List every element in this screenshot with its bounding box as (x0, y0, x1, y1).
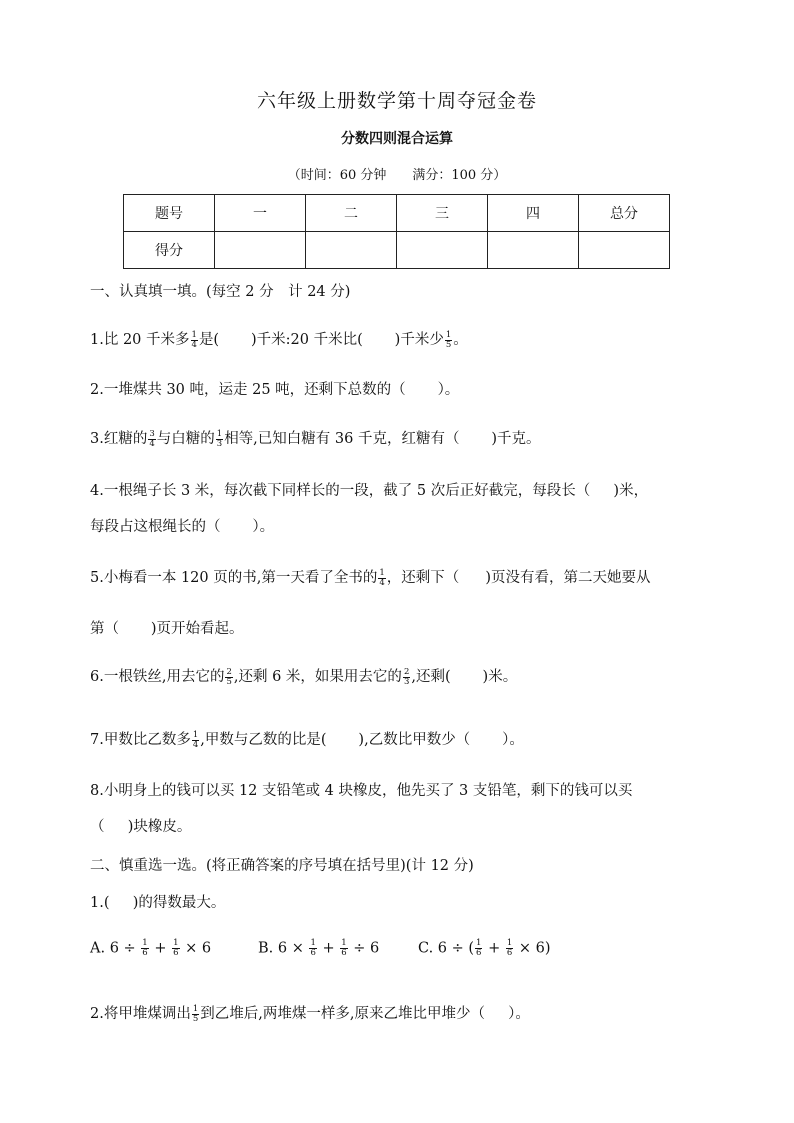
option-text: B. 6 × (258, 940, 309, 957)
question-1-8-line2 (90, 815, 191, 836)
q-text: 7.甲数比乙数多 (90, 732, 191, 748)
q-text: )千米少 (394, 332, 444, 348)
option-text: C. 6 ÷ ( (418, 940, 475, 957)
q-text: )页没有看，第二天她要从 (485, 570, 651, 586)
q-text: 第（ (90, 621, 119, 637)
q-text: )千克。 (491, 431, 541, 447)
q-text: ),乙数比甲数少（ (358, 732, 471, 748)
q-text: 相等,已知白糖有 36 千克，红糖有（ (224, 431, 460, 447)
page-title: 六年级上册数学第十周夺冠金卷 (256, 90, 537, 112)
q-text: 6.一根铁丝,用去它的 (90, 669, 225, 685)
q-text: ,甲数与乙数的比是( (200, 732, 327, 748)
score-row-label: 得分 (124, 232, 215, 269)
option-b[interactable] (258, 939, 379, 958)
question-1-7 (90, 728, 524, 750)
fraction: $\frac{1}{5}$ (445, 329, 452, 350)
q-text: 4.一根绳子长 3 米，每次截下同样长的一段，截了 5 次后正好截完，每段长（ (90, 483, 591, 499)
score-table-header-cell: 一 (215, 195, 306, 232)
question-1-1 (90, 328, 468, 350)
score-cell[interactable] (579, 232, 670, 269)
option-text: A. 6 ÷ (90, 940, 141, 957)
q-text: 是( (198, 332, 220, 348)
option-a[interactable] (90, 939, 211, 958)
question-1-5-line2 (90, 617, 244, 638)
question-1-4-line2 (90, 515, 274, 536)
option-text: + (483, 940, 505, 957)
q-text: ,还剩 6 米，如果用去它的 (233, 669, 402, 685)
page-subtitle: 分数四则混合运算 (341, 131, 453, 147)
fraction: $\frac{2}{5}$ (226, 666, 232, 687)
q-text: （ (90, 819, 105, 835)
q-text: 每段占这根绳长的（ (90, 519, 221, 535)
q-text: )米。 (482, 669, 518, 685)
question-1-2 (90, 378, 459, 399)
q-text: ）。 (252, 519, 275, 535)
q-text: ，还剩下（ (386, 570, 460, 586)
q-text: )米， (613, 483, 649, 499)
score-cell[interactable] (215, 232, 306, 269)
q-text: 与白糖的 (156, 431, 215, 447)
q-text: )的得数最大。 (132, 895, 226, 911)
q-text: ）。 (508, 1006, 530, 1022)
fraction: $\frac{1}{3}$ (216, 428, 223, 449)
q-text: )页开始看起。 (150, 621, 244, 637)
time-info: （时间：60 分钟 满分：100 分） (287, 168, 507, 183)
question-2-1 (90, 891, 225, 912)
section2-heading: 二、慎重选一选。(将正确答案的序号填在括号里)(计 12 分) (90, 858, 474, 874)
q-text: 3.红糖的 (90, 431, 148, 447)
score-table-header-cell: 题号 (124, 195, 215, 232)
score-cell[interactable] (488, 232, 579, 269)
question-1-3 (90, 427, 541, 449)
score-table-score-row (124, 232, 670, 269)
question-1-4-line1 (90, 479, 648, 500)
score-table-header-cell: 三 (397, 195, 488, 232)
option-c[interactable] (418, 939, 551, 958)
fraction: $\frac{1}{6}$ (142, 938, 148, 958)
option-text: × 6) (514, 940, 551, 957)
fraction: $\frac{1}{6}$ (506, 938, 513, 958)
fraction: $\frac{1}{4}$ (192, 729, 199, 750)
question-1-6 (90, 665, 517, 687)
question-1-8-line1: 8.小明身上的钱可以买 12 支铅笔或 4 块橡皮，他先买了 3 支铅笔，剩下的钱可以买 (90, 783, 633, 799)
q-text: ,还剩( (411, 669, 451, 685)
score-table-header-cell: 二 (306, 195, 397, 232)
score-table-header-cell: 四 (488, 195, 579, 232)
q-text: 到乙堆后,两堆煤一样多,原来乙堆比甲堆少（ (200, 1006, 485, 1022)
q-text: ）。 (437, 382, 460, 398)
fraction: $\frac{3}{4}$ (149, 428, 155, 449)
fraction: $\frac{1}{6}$ (476, 938, 482, 958)
option-text: + (317, 940, 340, 957)
fraction: $\frac{1}{5}$ (192, 1003, 199, 1024)
score-cell[interactable] (306, 232, 397, 269)
score-table (123, 194, 670, 269)
score-table-header-cell: 总分 (579, 195, 670, 232)
fraction: $\frac{1}{6}$ (310, 938, 316, 958)
fraction: $\frac{1}{4}$ (191, 329, 197, 350)
fraction: $\frac{1}{4}$ (379, 567, 385, 588)
option-text: ÷ 6 (348, 940, 380, 957)
score-cell[interactable] (397, 232, 488, 269)
q-text: )千米:20 千米比( (251, 332, 363, 348)
section1-heading: 一、认真填一填。(每空 2 分 计 24 分) (90, 284, 351, 300)
q-text: 。 (453, 332, 468, 348)
q-text: 2.一堆煤共 30 吨，运走 25 吨，还剩下总数的（ (90, 382, 406, 398)
q-text: 2.将甲堆煤调出 (90, 1006, 191, 1022)
q-text: 5.小梅看一本 120 页的书,第一天看了全书的 (90, 570, 378, 586)
option-text: + (149, 940, 172, 957)
score-table-header-row (124, 195, 670, 232)
fraction: $\frac{1}{6}$ (173, 938, 179, 958)
q-text: )块橡皮。 (127, 819, 192, 835)
question-2-2 (90, 1002, 530, 1024)
fraction: $\frac{1}{6}$ (341, 938, 347, 958)
q-text: ）。 (502, 732, 524, 748)
q-text: 1.比 20 千米多 (90, 332, 190, 348)
q-text: 1.( (90, 895, 110, 911)
option-text: × 6 (180, 940, 212, 957)
question-1-5-line1 (90, 566, 651, 588)
fraction: $\frac{2}{3}$ (403, 666, 410, 687)
